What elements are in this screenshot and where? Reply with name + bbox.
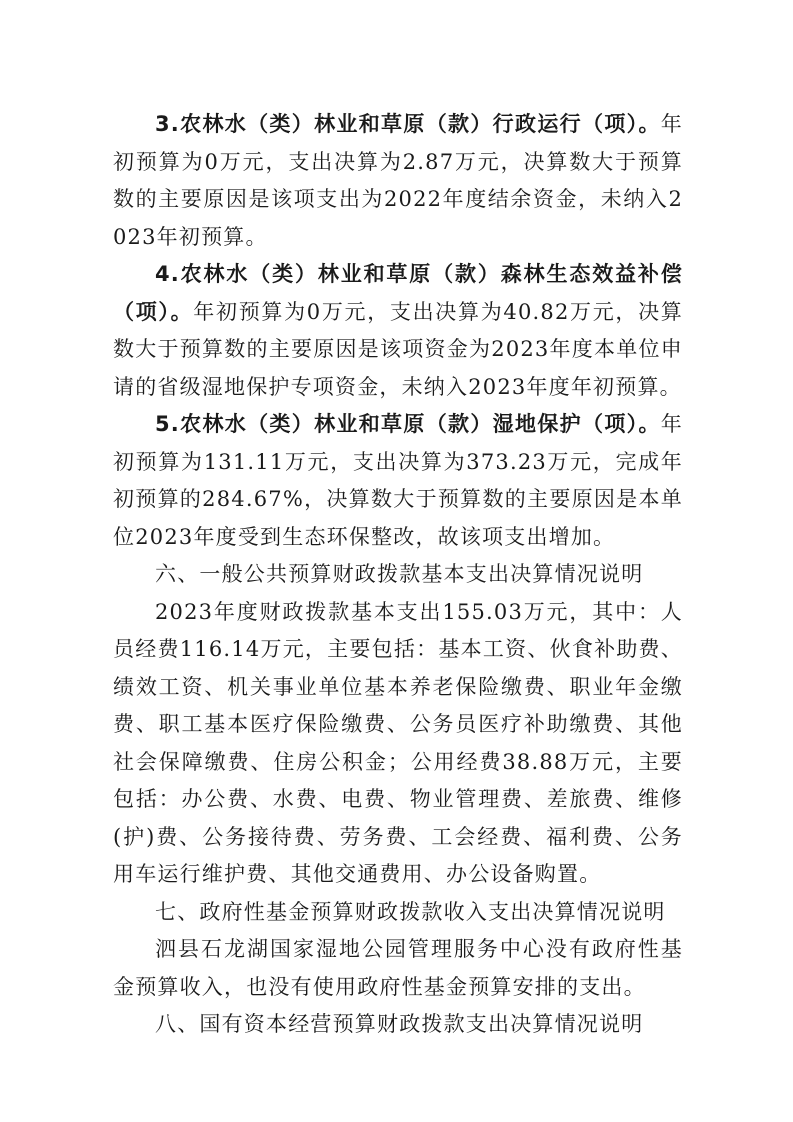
item-5-title: 5.农林水（类）林业和草原（款）湿地保护（项）。 — [155, 412, 661, 436]
item-5-paragraph — [113, 406, 683, 556]
section-6-body: 2023年度财政拨款基本支出155.03万元，其中：人员经费116.14万元，主要包括：基本工资、伙食补助费、绩效工资、机关事业单位基本养老保险缴费、职业年金缴费、职工基本医疗保险缴费、公务员医疗补助缴费、其他社会保障缴费、住房公积金；公用经费38.88万元，主要包括：办公费、水费、电费、物业管理费、差旅费、维修(护)费、公务接待费、劳务费、工会经费、福利费、公务用车运行维护费、其他交通费用、办公设备购置。 — [113, 599, 683, 886]
section-7-heading: 七、政府性基金预算财政拨款收入支出决算情况说明 — [155, 899, 666, 924]
section-6-heading: 六、一般公共预算财政拨款基本支出决算情况说明 — [155, 562, 644, 586]
item-3-body: 年初预算为0万元，支出决算为2.87万元，决算数大于预算数的主要原因是该项支出为2022年度结余资金，未纳入2023年初预算。 — [113, 112, 683, 249]
item-4-body: 年初预算为0万元，支出决算为40.82万元，决算数大于预算数的主要原因是该项资金为2023年度本单位申请的省级湿地保护专项资金，未纳入2023年度年初预算。 — [113, 299, 683, 399]
section-8-heading: 八、国有资本经营预算财政拨款支出决算情况说明 — [155, 1012, 644, 1036]
section-7-body: 泗县石龙湖国家湿地公园管理服务中心没有政府性基金预算收入，也没有使用政府性基金预算安排的支出。 — [113, 937, 683, 999]
item-5-body: 年初预算为131.11万元，支出决算为373.23万元，完成年初预算的284.67%，决算数大于预算数的主要原因是本单位2023年度受到生态环保整改，故该项支出增加。 — [113, 412, 683, 549]
item-3-title: 3.农林水（类）林业和草原（款）行政运行（项）。 — [155, 112, 661, 136]
item-3-paragraph — [113, 106, 683, 256]
item-4-title: 4.农林水（类）林业和草原（款）森林生态效益补偿（项）。 — [113, 262, 683, 324]
item-4-paragraph — [113, 256, 683, 406]
